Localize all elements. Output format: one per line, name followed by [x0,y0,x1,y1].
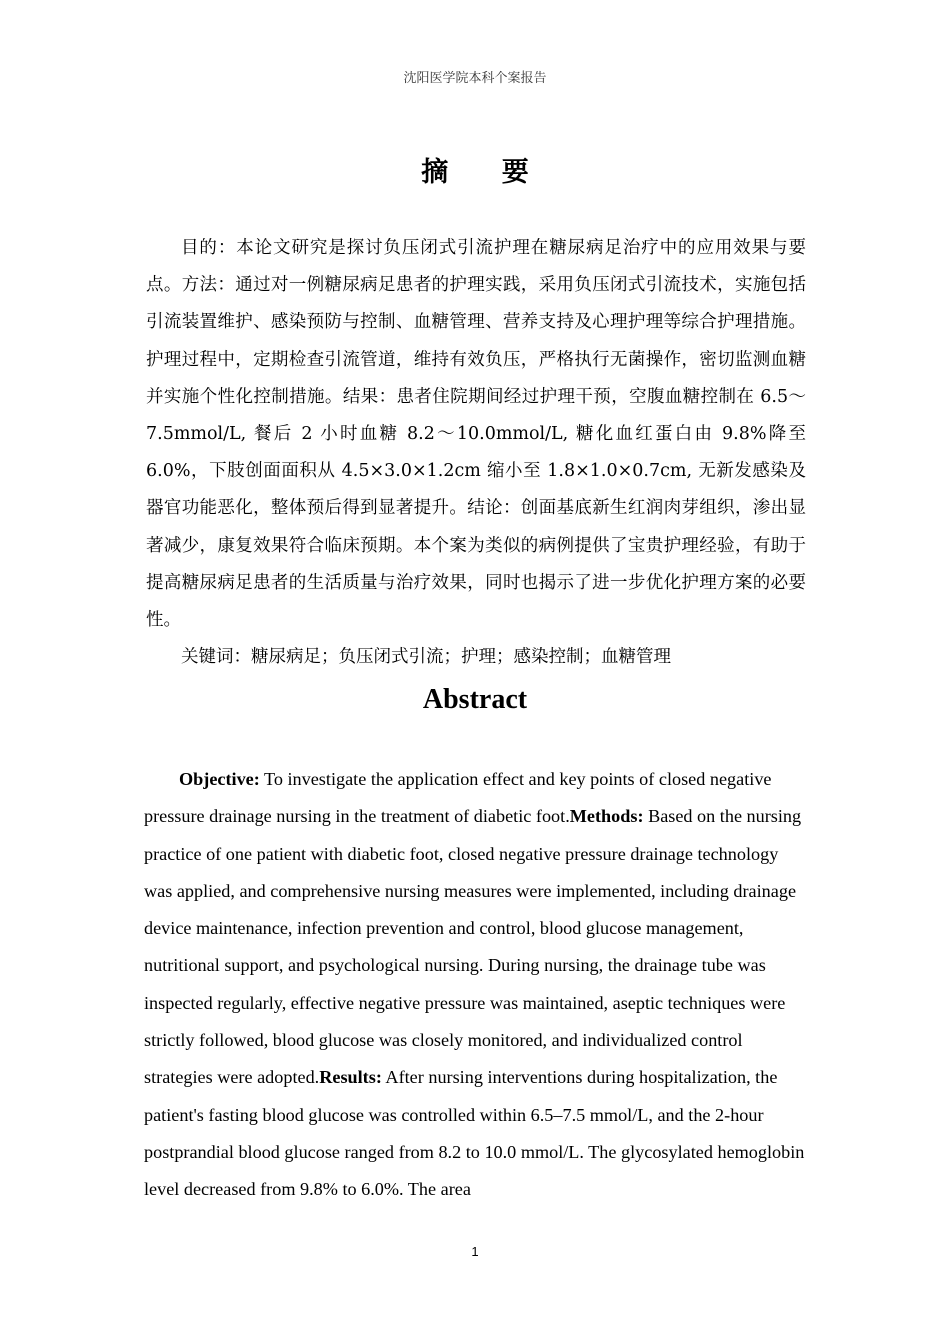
conclusion-label: 结论： [467,498,521,519]
abstract-en-title: Abstract [422,684,528,715]
en-results-text: After nursing interventions during hospitalization, the patient's fasting blood glucose was controlled within 6.5–7.5 mmol/L, and the 2-hour postprandial blood glucose ranged from 8.2 to 10.0 mmol/L. The glycosylated hemoglobin level decreased from 9.8% to 6.0%. The area [144,1067,805,1200]
objective-label: 目的： [181,238,237,258]
page-number: 1 [471,1244,479,1259]
running-header: 沈阳医学院本科个案报告 [403,71,547,86]
results-text: 患者住院期间经过护理干预，空腹血糖控制在 6.5～7.5mmol/L, 餐后 2 小时血糖 8.2～10.0mmol/L, 糖化血红蛋白由 9.8%降至 6.0%，下肢创面面积从 4.5×3.0×1.2cm 缩小至 1.8×1.0×0.7cm, 无新发感染及器官功能恶化，整体预后得到显著提升。 [146,386,807,519]
keywords-line [146,639,806,676]
results-label: 结果： [342,386,397,407]
en-results-label: Results: [319,1067,382,1088]
methods-text: 通过对一例糖尿病足患者的护理实践，采用负压闭式引流技术，实施包括引流装置维护、感染预防与控制、血糖管理、营养支持及心理护理等综合护理措施。护理过程中，定期检查引流管道，维持有效负压，严格执行无菌操作，密切监测血糖并实施个性化控制措施。 [146,275,807,407]
conclusion-text: 创面基底新生红润肉芽组织，渗出显著减少，康复效果符合临床预期。本个案为类似的病例提供了宝贵护理经验，有助于提高糖尿病足患者的生活质量与治疗效果，同时也揭示了进一步优化护理方案的必要性。 [146,498,807,631]
abstract-cn-paragraph [146,230,806,639]
en-objective-label: Objective: [179,769,260,789]
abstract-en-body [144,761,806,1209]
abstract-cn-title: 摘 要 [421,157,551,188]
en-objective-text: To investigate the application effect and key points of closed negative pressure drainage nursing in the treatment of diabetic foot. [144,769,772,827]
objective-text: 本论文研究是探讨负压闭式引流护理在糖尿病足治疗中的应用效果与要点。 [146,238,807,296]
abstract-cn-body [146,230,806,676]
methods-label: 方法： [181,275,236,296]
en-methods-text: Based on the nursing practice of one patient with diabetic foot, closed negative pressure drainage technology was applied, and comprehensive nursing measures were implemented, including drainage device maintenance, infection prevention and control, blood glucose management, nutritional support, and psychological nursing. During nursing, the drainage tube was inspected regularly, effective negative pressure was maintained, aseptic techniques were strictly followed, blood glucose was closely monitored, and individualized control strategies were adopted. [144,806,802,1088]
abstract-en-paragraph [144,761,806,1209]
en-methods-label: Methods: [569,806,644,827]
keywords-text: 糖尿病足；负压闭式引流；护理；感染控制；血糖管理 [251,647,671,668]
keywords-label: 关键词： [181,647,251,668]
